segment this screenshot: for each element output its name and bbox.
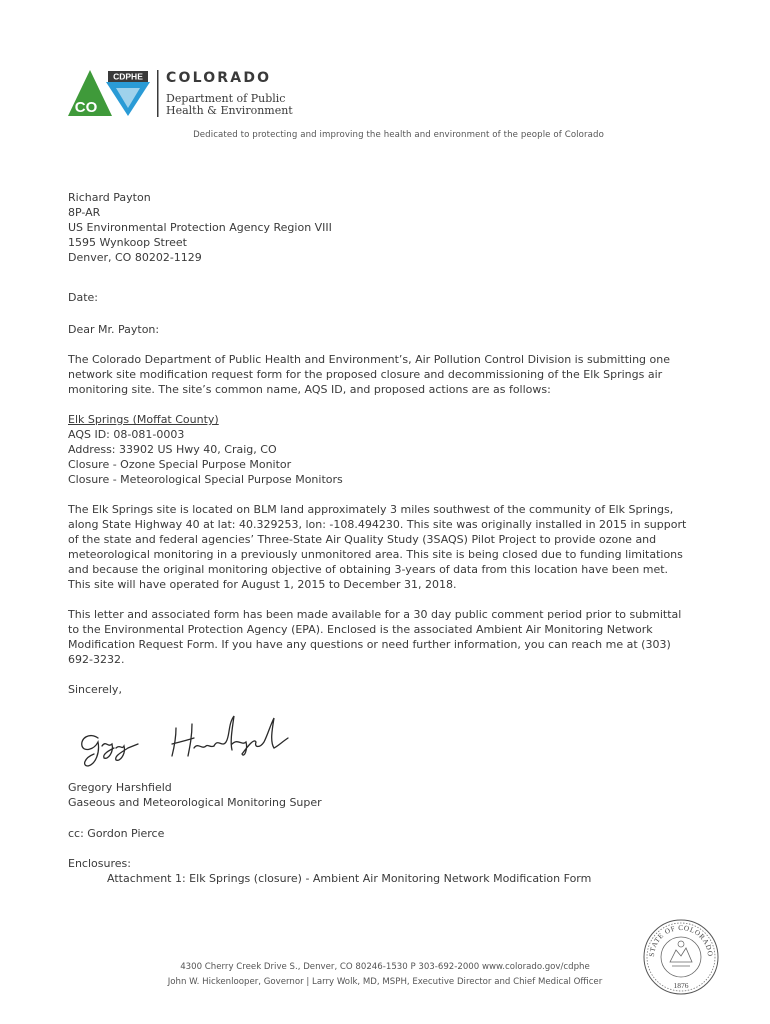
enclosures-label: Enclosures: [68,857,131,870]
site-closure: Closure - Ozone Special Purpose Monitor [68,458,292,471]
logo-dept-line1: Department of Public [166,92,286,105]
site-closure: Closure - Meteorological Special Purpose Monitors [68,473,343,486]
text-line: network site modification request form for the proposed closure and decommissioning of the Elk Springs air [68,368,663,381]
site-address: Address: 33902 US Hwy 40, Craig, CO [68,443,277,456]
text-line: of the state and federal agencies’ Three-State Air Quality Study (3SAQS) Pilot Project to provide ozone and [68,533,657,546]
signer-block [68,780,718,810]
attachment-line: Attachment 1: Elk Springs (closure) - Ambient Air Monitoring Network Modification Form [107,872,592,885]
text-line: This site will have operated for August 1, 2015 to December 31, 2018. [68,578,457,591]
site-description-paragraph [68,502,718,592]
recipient-agency: US Environmental Protection Agency Region VIII [68,221,332,234]
date-label: Date: [68,291,98,304]
recipient-code: 8P-AR [68,206,101,219]
logo-org-name: COLORADO [166,70,272,86]
signature [68,708,308,770]
logo-dept-line2: Health & Environment [166,104,293,117]
comment-period-paragraph [68,607,718,667]
logo-divider [157,70,159,117]
site-details [68,412,718,487]
text-line: and because the original monitoring objective of obtaining 3-years of data from this location have been met. [68,563,669,576]
letterhead-tagline: Dedicated to protecting and improving the health and environment of the people of Colorado [193,130,604,140]
text-line: along State Highway 40 at lat: 40.329253, lon: -108.494230. This site was originally installed in 2015 in support [68,518,687,531]
recipient-block [68,190,332,265]
text-line: monitoring site. The site’s common name, AQS ID, and proposed actions are as follows: [68,383,551,396]
logo-badge-text: CDPHE [113,71,143,82]
state-seal [642,918,720,996]
text-line: The Elk Springs site is located on BLM land approximately 3 miles southwest of the community of Elk Springs, [68,503,674,516]
text-line: to the Environmental Protection Agency (EPA). Enclosed is the associated Ambient Air Monitoring Network [68,623,653,636]
recipient-street: 1595 Wynkoop Street [68,236,187,249]
text-line: Modification Request Form. If you have any questions or need further information, you can reach me at (303) [68,638,671,651]
intro-paragraph [68,352,718,397]
seal-text: STATE OF COLORADO [647,923,715,958]
site-aqs-id: AQS ID: 08-081-0003 [68,428,185,441]
signer-name: Gregory Harshfield [68,781,172,794]
salutation: Dear Mr. Payton: [68,323,160,336]
text-line: meteorological monitoring in a previously unmonitored area. This site is being closed due to funding limitations [68,548,683,561]
text-line: 692-3232. [68,653,125,666]
cdphe-logo [66,68,326,120]
cc-line: cc: Gordon Pierce [68,827,165,840]
site-name: Elk Springs (Moffat County) [68,413,219,426]
recipient-city: Denver, CO 80202-1129 [68,251,202,264]
text-line: This letter and associated form has been made available for a 30 day public comment period prior to submittal [68,608,682,621]
closing: Sincerely, [68,683,122,696]
seal-year: 1876 [673,981,689,990]
logo-co-letters: CO [74,99,98,116]
recipient-name: Richard Payton [68,191,151,204]
text-line: The Colorado Department of Public Health and Environment’s, Air Pollution Control Division is submitting one [68,353,671,366]
footer-address: 4300 Cherry Creek Drive S., Denver, CO 80246-1530 P 303-692-2000 www.colorado.gov/cdphe [180,962,590,972]
footer-officials: John W. Hickenlooper, Governor | Larry Wolk, MD, MSPH, Executive Director and Chief Medical Officer [167,977,603,987]
signer-title: Gaseous and Meteorological Monitoring Super [68,796,322,809]
